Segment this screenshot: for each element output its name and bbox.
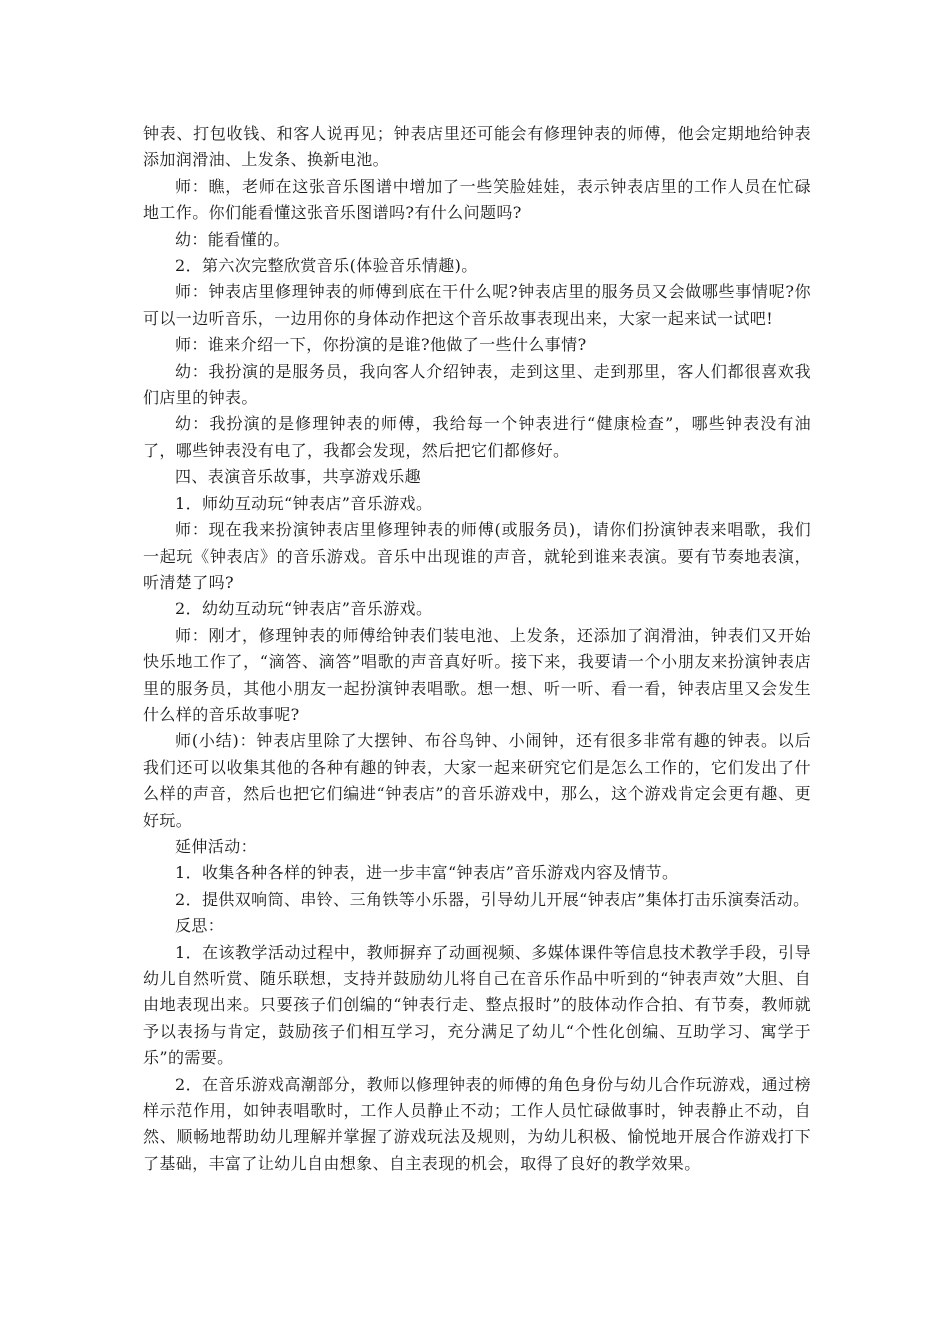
paragraph: 师：现在我来扮演钟表店里修理钟表的师傅(或服务员)，请你们扮演钟表来唱歌，我们一起玩《钟表店》的音乐游戏。音乐中出现谁的声音，就轮到谁来表演。要有节奏地表演，听清楚了吗?: [143, 520, 811, 592]
document-body: [143, 121, 811, 1177]
paragraph: 1．师幼互动玩“钟表店”音乐游戏。: [175, 493, 433, 513]
section-heading: 四、表演音乐故事，共享游戏乐趣: [175, 467, 422, 487]
paragraph: 2．第六次完整欣赏音乐(体验音乐情趣)。: [175, 256, 478, 276]
section-heading: 延伸活动：: [175, 836, 258, 856]
paragraph: 幼：能看懂的。: [175, 229, 290, 249]
paragraph: 师(小结)：钟表店里除了大摆钟、布谷鸟钟、小闹钟，还有很多非常有趣的钟表。以后我们还可以收集其他的各种有趣的钟表，大家一起来研究它们是怎么工作的，它们发出了什么样的声音，然后也把它们编进“钟表店”的音乐游戏中，那么，这个游戏肯定会更有趣、更好玩。: [143, 731, 811, 830]
paragraph: 幼：我扮演的是修理钟表的师傅，我给每一个钟表进行“健康检查”，哪些钟表没有油了，哪些钟表没有电了，我都会发现，然后把它们都修好。: [143, 414, 811, 460]
section-heading: 反思：: [175, 916, 225, 936]
paragraph: 师：谁来介绍一下，你扮演的是谁?他做了一些什么事情?: [175, 335, 587, 355]
paragraph: 1．收集各种各样的钟表，进一步丰富“钟表店”音乐游戏内容及情节。: [175, 863, 679, 883]
paragraph: 2．在音乐游戏高潮部分，教师以修理钟表的师傅的角色身份与幼儿合作玩游戏，通过榜样示范作用，如钟表唱歌时，工作人员静止不动；工作人员忙碌做事时，钟表静止不动，自然、顺畅地帮助幼儿理解并掌握了游戏玩法及规则，为幼儿积极、愉悦地开展合作游戏打下了基础，丰富了让幼儿自由想象、自主表现的机会，取得了良好的教学效果。: [143, 1074, 811, 1173]
paragraph: 1．在该教学活动过程中，教师摒弃了动画视频、多媒体课件等信息技术教学手段，引导幼儿自然听赏、随乐联想，支持并鼓励幼儿将自己在音乐作品中听到的“钟表声效”大胆、自由地表现出来。只要孩子们创编的“钟表行走、整点报时”的肢体动作合拍、有节奏，教师就予以表扬与肯定，鼓励孩子们相互学习，充分满足了幼儿“个性化创编、互助学习、寓学于乐”的需要。: [143, 942, 811, 1068]
paragraph: 师：瞧，老师在这张音乐图谱中增加了一些笑脸娃娃，表示钟表店里的工作人员在忙碌地工作。你们能看懂这张音乐图谱吗?有什么问题吗?: [143, 176, 811, 223]
paragraph: 师：刚才，修理钟表的师傅给钟表们装电池、上发条，还添加了润滑油，钟表们又开始快乐地工作了，“滴答、滴答”唱歌的声音真好听。接下来，我要请一个小朋友来扮演钟表店里的服务员，其他小朋友一起扮演钟表唱歌。想一想、听一听、看一看，钟表店里又会发生什么样的音乐故事呢?: [143, 625, 811, 724]
paragraph: 师：钟表店里修理钟表的师傅到底在干什么呢?钟表店里的服务员又会做哪些事情呢?你可以一边听音乐，一边用你的身体动作把这个音乐故事表现出来，大家一起来试一试吧!: [143, 282, 811, 328]
paragraph: 幼：我扮演的是服务员，我向客人介绍钟表，走到这里、走到那里，客人们都很喜欢我们店里的钟表。: [143, 361, 811, 408]
paragraph: 2．幼幼互动玩“钟表店”音乐游戏。: [175, 599, 433, 619]
paragraph: 钟表、打包收钱、和客人说再见；钟表店里还可能会有修理钟表的师傅，他会定期地给钟表添加润滑油、上发条、换新电池。: [143, 124, 811, 170]
paragraph: 2．提供双响筒、串铃、三角铁等小乐器，引导幼儿开展“钟表店”集体打击乐演奏活动。: [175, 889, 810, 909]
